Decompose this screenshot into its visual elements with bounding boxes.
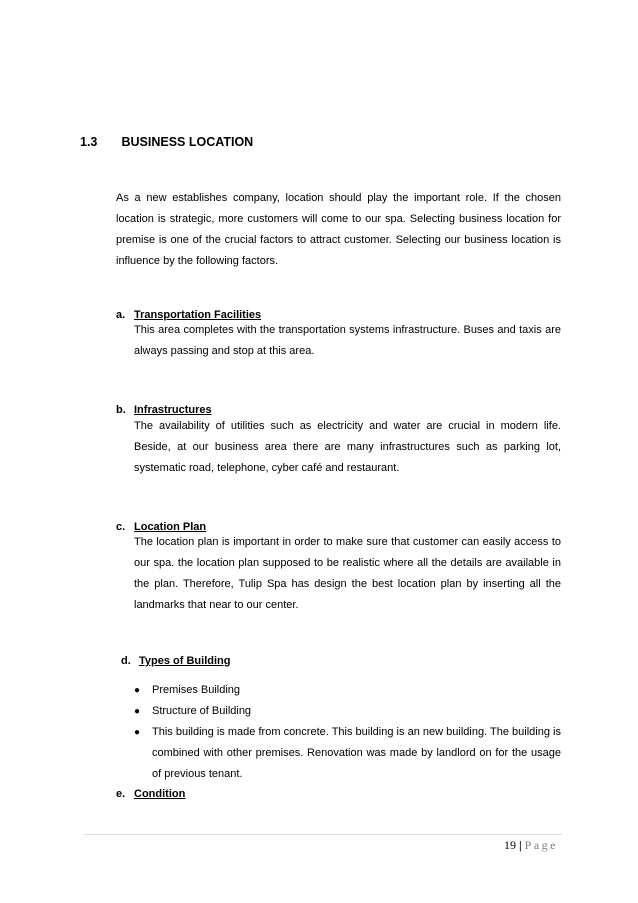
item-heading-condition [116, 788, 185, 800]
list-item [134, 680, 561, 701]
item-body-location-plan: The location plan is important in order to make sure that customer can easily access to our spa. the location plan supposed to be realistic where all the details are available in the plan. Therefore, Tulip Spa has design the best location plan by inserting all the landmarks that near to our center. [134, 536, 561, 611]
item-heading-infrastructures [116, 404, 212, 416]
item-title: Transportation Facilities [134, 309, 262, 321]
item-letter: e. [116, 788, 126, 800]
bullet-icon: ● [134, 727, 141, 738]
item-title: Condition [134, 788, 186, 800]
list-item-text: This building is made from concrete. This building is an new building. The building is combined with other premises. Renovation was made by landlord on for the usage of previous tenant. [152, 726, 561, 780]
page-number: 19 [504, 838, 517, 852]
item-letter: d. [121, 655, 131, 667]
list-item-text: Premises Building [152, 684, 241, 696]
item-letter: c. [116, 521, 126, 533]
item-title: Location Plan [134, 521, 207, 533]
list-item [134, 701, 561, 722]
section-number: 1.3 [80, 135, 98, 149]
intro-paragraph: As a new establishes company, location should play the important role. If the chosen location is strategic, more customers will come to our spa. Selecting business location for premise is one of the crucial factors to attract customer. Selecting our business location is influence by the following factors. [116, 192, 561, 267]
building-bullet-list [134, 680, 561, 785]
bullet-icon: ● [134, 706, 141, 717]
item-letter: b. [116, 404, 126, 416]
page-label: Page [524, 838, 558, 852]
item-letter: a. [116, 309, 126, 321]
section-heading [80, 135, 253, 149]
item-title: Types of Building [139, 655, 231, 667]
item-heading-types-of-building [121, 655, 230, 667]
item-title: Infrastructures [134, 404, 212, 416]
footer-separator: | [519, 838, 522, 852]
item-body-infrastructures: The availability of utilities such as electricity and water are crucial in modern life. Beside, at our business area there are many infrastructures such as parking lot, systematic road, telephone, cyber café and restaurant. [134, 420, 561, 474]
list-item-text: Structure of Building [152, 705, 252, 717]
section-title: BUSINESS LOCATION [121, 135, 254, 149]
list-item [134, 722, 561, 785]
footer-divider [84, 834, 562, 835]
item-body-transportation: This area completes with the transportation systems infrastructure. Buses and taxis are always passing and stop at this area. [134, 324, 561, 357]
bullet-icon: ● [134, 685, 141, 696]
page-footer [504, 838, 558, 853]
